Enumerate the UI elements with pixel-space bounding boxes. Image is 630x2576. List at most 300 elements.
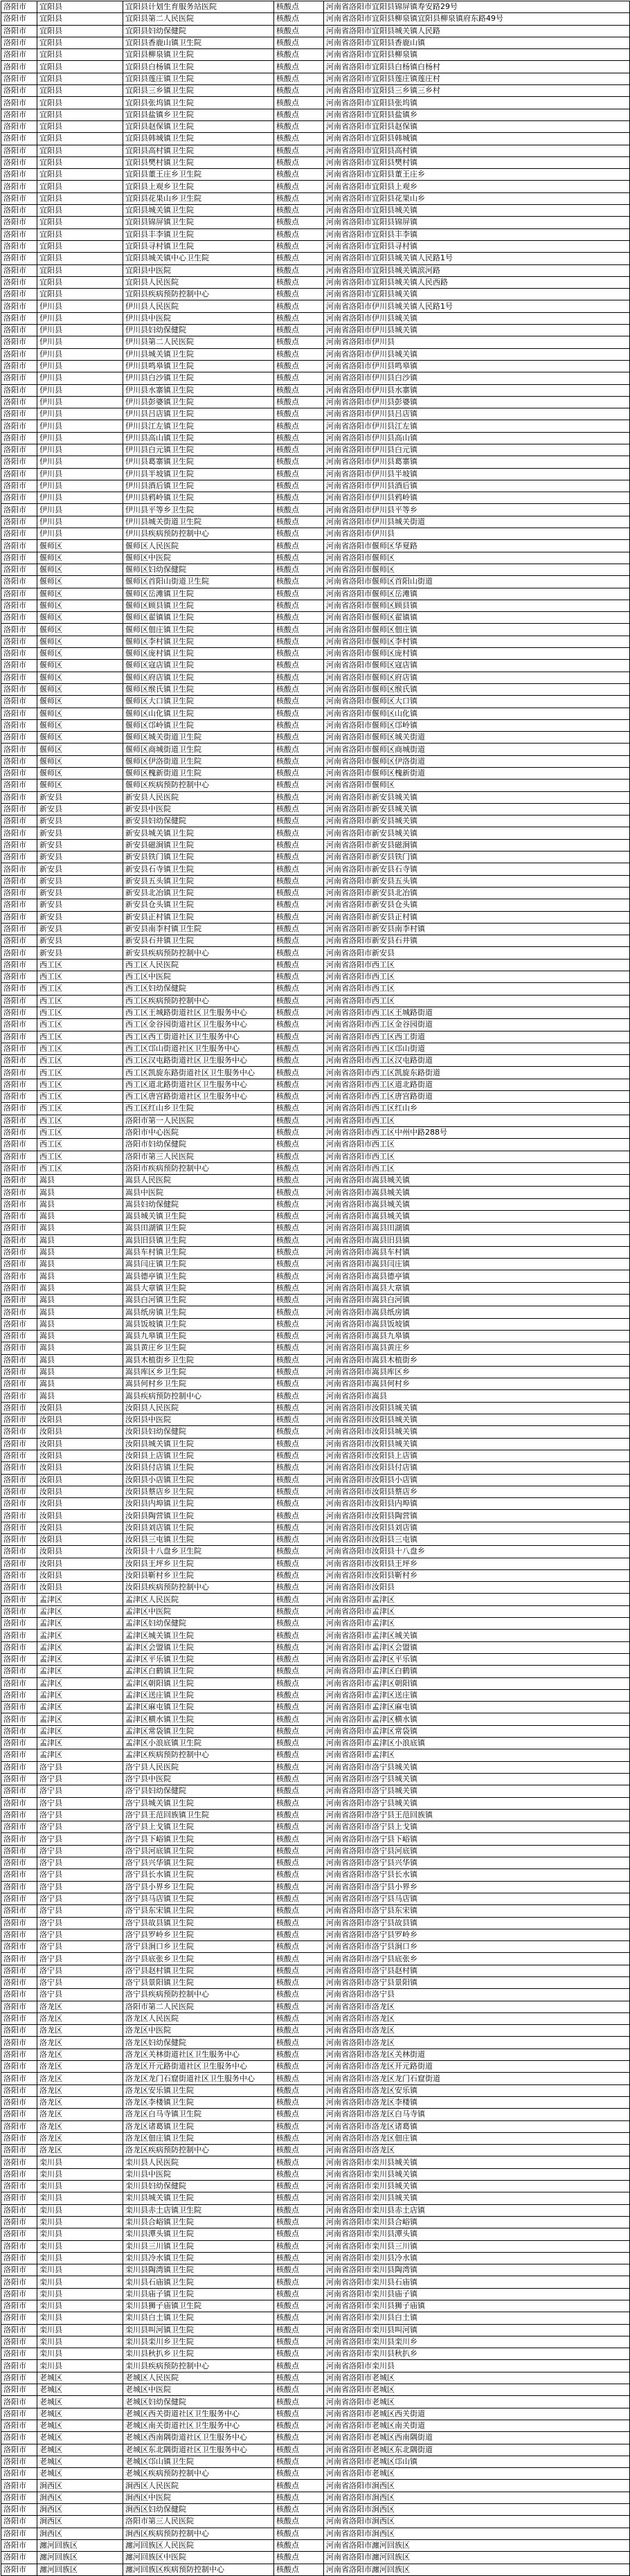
type-cell[interactable]: 核酸点	[274, 887, 324, 899]
address-cell[interactable]: 河南省洛阳市偃师区寇店镇	[324, 660, 630, 672]
institution-cell[interactable]: 嵩县城关镇卫生院	[123, 1210, 274, 1222]
county-cell[interactable]: 洛龙区	[37, 2145, 123, 2156]
county-cell[interactable]: 孟津区	[37, 1618, 123, 1630]
county-cell[interactable]: 嵩县	[37, 1175, 123, 1187]
city-cell[interactable]: 洛阳市	[1, 1605, 37, 1617]
city-cell[interactable]: 洛阳市	[1, 816, 37, 827]
address-cell[interactable]: 河南省洛阳市新安县城关镇	[324, 827, 630, 839]
institution-cell[interactable]: 新安县北冶镇卫生院	[123, 887, 274, 899]
institution-cell[interactable]: 嵩县库区乡卫生院	[123, 1366, 274, 1378]
county-cell[interactable]: 汝阳县	[37, 1402, 123, 1414]
city-cell[interactable]: 洛阳市	[1, 456, 37, 468]
address-cell[interactable]: 河南省洛阳市瀍河回族区	[324, 2539, 630, 2551]
institution-cell[interactable]: 洛宁县马店镇卫生院	[123, 1893, 274, 1904]
county-cell[interactable]: 洛宁县	[37, 1941, 123, 1953]
institution-cell[interactable]: 洛宁县小界乡卫生院	[123, 1881, 274, 1893]
address-cell[interactable]: 河南省洛阳市汝阳县刘店镇	[324, 1522, 630, 1533]
type-cell[interactable]: 核酸点	[274, 899, 324, 911]
city-cell[interactable]: 洛阳市	[1, 1761, 37, 1773]
city-cell[interactable]: 洛阳市	[1, 2048, 37, 2060]
address-cell[interactable]: 河南省洛阳市老城区南关街道	[324, 2420, 630, 2431]
county-cell[interactable]: 西工区	[37, 1091, 123, 1103]
institution-cell[interactable]: 嵩县何村乡卫生院	[123, 1378, 274, 1390]
institution-cell[interactable]: 新安县妇幼保健院	[123, 816, 274, 827]
city-cell[interactable]: 洛阳市	[1, 420, 37, 432]
institution-cell[interactable]: 宜阳县寻村镇卫生院	[123, 240, 274, 252]
type-cell[interactable]: 核酸点	[274, 1689, 324, 1701]
address-cell[interactable]: 河南省洛阳市洛龙区	[324, 2037, 630, 2048]
county-cell[interactable]: 伊川县	[37, 480, 123, 492]
institution-cell[interactable]: 嵩县闫庄镇卫生院	[123, 1259, 274, 1270]
institution-cell[interactable]: 孟津区常袋镇卫生院	[123, 1725, 274, 1737]
institution-cell[interactable]: 偃师区邙岭镇卫生院	[123, 719, 274, 731]
city-cell[interactable]: 洛阳市	[1, 61, 37, 73]
address-cell[interactable]: 河南省洛阳市栾川县庙子镇	[324, 2288, 630, 2300]
county-cell[interactable]: 西工区	[37, 1162, 123, 1174]
institution-cell[interactable]: 西工区中医院	[123, 971, 274, 983]
type-cell[interactable]: 核酸点	[274, 2216, 324, 2228]
address-cell[interactable]: 河南省洛阳市孟津区城关镇	[324, 1630, 630, 1641]
county-cell[interactable]: 洛宁县	[37, 1821, 123, 1833]
type-cell[interactable]: 核酸点	[274, 2037, 324, 2048]
city-cell[interactable]: 洛阳市	[1, 1893, 37, 1904]
address-cell[interactable]: 河南省洛阳市伊川县城关镇人民路1号	[324, 300, 630, 312]
type-cell[interactable]: 核酸点	[274, 1953, 324, 1965]
institution-cell[interactable]: 涧西区疾病预防控制中心	[123, 2528, 274, 2539]
address-cell[interactable]: 河南省洛阳市洛宁县长水镇	[324, 1869, 630, 1881]
institution-cell[interactable]: 汝阳县中医院	[123, 1414, 274, 1426]
address-cell[interactable]: 河南省洛阳市嵩县纸房镇	[324, 1306, 630, 1318]
county-cell[interactable]: 偃师区	[37, 696, 123, 708]
city-cell[interactable]: 洛阳市	[1, 85, 37, 97]
address-cell[interactable]: 河南省洛阳市瀍河回族区	[324, 2564, 630, 2575]
institution-cell[interactable]: 孟津区小浪底镇卫生院	[123, 1738, 274, 1749]
county-cell[interactable]: 洛宁县	[37, 1953, 123, 1965]
institution-cell[interactable]: 汝阳县蔡店乡卫生院	[123, 1486, 274, 1497]
county-cell[interactable]: 新安县	[37, 827, 123, 839]
type-cell[interactable]: 核酸点	[274, 217, 324, 228]
city-cell[interactable]: 洛阳市	[1, 25, 37, 37]
address-cell[interactable]: 河南省洛阳市嵩县德亭镇	[324, 1270, 630, 1282]
city-cell[interactable]: 洛阳市	[1, 348, 37, 360]
type-cell[interactable]: 核酸点	[274, 2096, 324, 2108]
type-cell[interactable]: 核酸点	[274, 109, 324, 120]
address-cell[interactable]: 河南省洛阳市栾川县白土镇	[324, 2312, 630, 2324]
type-cell[interactable]: 核酸点	[274, 1773, 324, 1785]
institution-cell[interactable]: 偃师区中医院	[123, 552, 274, 564]
city-cell[interactable]: 洛阳市	[1, 1474, 37, 1486]
institution-cell[interactable]: 洛阳市第一人民医院	[123, 1115, 274, 1126]
address-cell[interactable]: 河南省洛阳市伊川县城关镇	[324, 348, 630, 360]
institution-cell[interactable]: 嵩县纸房镇卫生院	[123, 1306, 274, 1318]
county-cell[interactable]: 洛龙区	[37, 2132, 123, 2144]
city-cell[interactable]: 洛阳市	[1, 1869, 37, 1881]
county-cell[interactable]: 新安县	[37, 839, 123, 851]
address-cell[interactable]: 河南省洛阳市宜阳县柳泉镇宜阳县柳泉镇府东路49号	[324, 13, 630, 25]
county-cell[interactable]: 嵩县	[37, 1270, 123, 1282]
city-cell[interactable]: 洛阳市	[1, 2168, 37, 2180]
county-cell[interactable]: 伊川县	[37, 348, 123, 360]
type-cell[interactable]: 核酸点	[274, 648, 324, 660]
type-cell[interactable]: 核酸点	[274, 2372, 324, 2384]
city-cell[interactable]: 洛阳市	[1, 1342, 37, 1354]
institution-cell[interactable]: 嵩县旧县镇卫生院	[123, 1234, 274, 1246]
address-cell[interactable]: 河南省洛阳市汝阳县靳村乡	[324, 1569, 630, 1581]
address-cell[interactable]: 河南省洛阳市孟津区会盟镇	[324, 1641, 630, 1653]
address-cell[interactable]: 河南省洛阳市老城区	[324, 2372, 630, 2384]
address-cell[interactable]: 河南省洛阳市宜阳县香鹿山镇	[324, 37, 630, 48]
city-cell[interactable]: 洛阳市	[1, 360, 37, 372]
institution-cell[interactable]: 洛宁县王范回族镇卫生院	[123, 1809, 274, 1821]
address-cell[interactable]: 河南省洛阳市偃师区槐新街道	[324, 768, 630, 780]
type-cell[interactable]: 核酸点	[274, 2408, 324, 2420]
institution-cell[interactable]: 洛宁县景阳镇卫生院	[123, 1976, 274, 1988]
institution-cell[interactable]: 新安县人民医院	[123, 791, 274, 803]
city-cell[interactable]: 洛阳市	[1, 1402, 37, 1414]
address-cell[interactable]: 河南省洛阳市汝阳县	[324, 1582, 630, 1594]
type-cell[interactable]: 核酸点	[274, 300, 324, 312]
address-cell[interactable]: 河南省洛阳市嵩县	[324, 1390, 630, 1402]
address-cell[interactable]: 河南省洛阳市嵩县木植街乡	[324, 1354, 630, 1366]
city-cell[interactable]: 洛阳市	[1, 264, 37, 276]
county-cell[interactable]: 伊川县	[37, 325, 123, 336]
institution-cell[interactable]: 嵩县木植街乡卫生院	[123, 1354, 274, 1366]
address-cell[interactable]: 河南省洛阳市孟津区朝阳镇	[324, 1677, 630, 1689]
type-cell[interactable]: 核酸点	[274, 264, 324, 276]
type-cell[interactable]: 核酸点	[274, 2528, 324, 2539]
type-cell[interactable]: 核酸点	[274, 1079, 324, 1090]
county-cell[interactable]: 宜阳县	[37, 73, 123, 84]
city-cell[interactable]: 洛阳市	[1, 13, 37, 25]
county-cell[interactable]: 嵩县	[37, 1330, 123, 1342]
address-cell[interactable]: 河南省洛阳市老城区东北隅街道	[324, 2444, 630, 2456]
type-cell[interactable]: 核酸点	[274, 133, 324, 145]
type-cell[interactable]: 核酸点	[274, 923, 324, 935]
address-cell[interactable]: 河南省洛阳市伊川县江左镇	[324, 420, 630, 432]
address-cell[interactable]: 河南省洛阳市老城区西关街道	[324, 2408, 630, 2420]
type-cell[interactable]: 核酸点	[274, 2432, 324, 2444]
institution-cell[interactable]: 洛阳市第二人民医院	[123, 2001, 274, 2012]
type-cell[interactable]: 核酸点	[274, 2001, 324, 2012]
county-cell[interactable]: 老城区	[37, 2408, 123, 2420]
type-cell[interactable]: 核酸点	[274, 2564, 324, 2575]
county-cell[interactable]: 宜阳县	[37, 156, 123, 168]
address-cell[interactable]: 河南省洛阳市偃师区	[324, 780, 630, 791]
county-cell[interactable]: 西工区	[37, 1019, 123, 1031]
type-cell[interactable]: 核酸点	[274, 1103, 324, 1115]
type-cell[interactable]: 核酸点	[274, 1246, 324, 1258]
type-cell[interactable]: 核酸点	[274, 444, 324, 456]
city-cell[interactable]: 洛阳市	[1, 2504, 37, 2516]
county-cell[interactable]: 偃师区	[37, 768, 123, 780]
county-cell[interactable]: 栾川县	[37, 2264, 123, 2276]
type-cell[interactable]: 核酸点	[274, 2145, 324, 2156]
city-cell[interactable]: 洛阳市	[1, 37, 37, 48]
county-cell[interactable]: 伊川县	[37, 300, 123, 312]
city-cell[interactable]: 洛阳市	[1, 744, 37, 755]
address-cell[interactable]: 河南省洛阳市宜阳县城关镇滨河路	[324, 264, 630, 276]
institution-cell[interactable]: 洛宁县罗岭乡卫生院	[123, 1929, 274, 1940]
county-cell[interactable]: 栾川县	[37, 2192, 123, 2204]
institution-cell[interactable]: 嵩县妇幼保健院	[123, 1198, 274, 1210]
address-cell[interactable]: 河南省洛阳市嵩县何村乡	[324, 1378, 630, 1390]
institution-cell[interactable]: 宜阳县赵保镇卫生院	[123, 120, 274, 132]
type-cell[interactable]: 核酸点	[274, 228, 324, 240]
county-cell[interactable]: 孟津区	[37, 1725, 123, 1737]
institution-cell[interactable]: 西工区红山乡卫生院	[123, 1103, 274, 1115]
type-cell[interactable]: 核酸点	[274, 2264, 324, 2276]
city-cell[interactable]: 洛阳市	[1, 1953, 37, 1965]
county-cell[interactable]: 孟津区	[37, 1749, 123, 1761]
type-cell[interactable]: 核酸点	[274, 1845, 324, 1857]
address-cell[interactable]: 河南省洛阳市汝阳县城关镇	[324, 1414, 630, 1426]
address-cell[interactable]: 河南省洛阳市汝阳县十八盘乡	[324, 1546, 630, 1558]
type-cell[interactable]: 核酸点	[274, 120, 324, 132]
institution-cell[interactable]: 伊川县吕店镇卫生院	[123, 408, 274, 420]
county-cell[interactable]: 宜阳县	[37, 85, 123, 97]
city-cell[interactable]: 洛阳市	[1, 217, 37, 228]
institution-cell[interactable]: 栾川县疾病预防控制中心	[123, 2360, 274, 2372]
type-cell[interactable]: 核酸点	[274, 2061, 324, 2073]
type-cell[interactable]: 核酸点	[274, 564, 324, 575]
county-cell[interactable]: 汝阳县	[37, 1534, 123, 1546]
city-cell[interactable]: 洛阳市	[1, 708, 37, 719]
city-cell[interactable]: 洛阳市	[1, 2336, 37, 2348]
address-cell[interactable]: 河南省洛阳市西工区金谷园街道	[324, 1019, 630, 1031]
institution-cell[interactable]: 栾川县冷水镇卫生院	[123, 2252, 274, 2264]
county-cell[interactable]: 宜阳县	[37, 264, 123, 276]
institution-cell[interactable]: 嵩县田湖镇卫生院	[123, 1223, 274, 1234]
type-cell[interactable]: 核酸点	[274, 744, 324, 755]
county-cell[interactable]: 宜阳县	[37, 181, 123, 192]
city-cell[interactable]: 洛阳市	[1, 1917, 37, 1929]
address-cell[interactable]: 河南省洛阳市嵩县饭坡镇	[324, 1318, 630, 1330]
institution-cell[interactable]: 孟津区疾病预防控制中心	[123, 1749, 274, 1761]
type-cell[interactable]: 核酸点	[274, 2539, 324, 2551]
county-cell[interactable]: 汝阳县	[37, 1474, 123, 1486]
address-cell[interactable]: 河南省洛阳市洛宁县罗岭乡	[324, 1929, 630, 1940]
type-cell[interactable]: 核酸点	[274, 1282, 324, 1294]
county-cell[interactable]: 宜阳县	[37, 13, 123, 25]
county-cell[interactable]: 栾川县	[37, 2360, 123, 2372]
institution-cell[interactable]: 洛龙区开元路街道社区卫生服务中心	[123, 2061, 274, 2073]
county-cell[interactable]: 洛龙区	[37, 2073, 123, 2084]
address-cell[interactable]: 河南省洛阳市栾川县狮子庙镇	[324, 2300, 630, 2312]
city-cell[interactable]: 洛阳市	[1, 2444, 37, 2456]
city-cell[interactable]: 洛阳市	[1, 2025, 37, 2037]
city-cell[interactable]: 洛阳市	[1, 2312, 37, 2324]
city-cell[interactable]: 洛阳市	[1, 600, 37, 611]
county-cell[interactable]: 伊川县	[37, 528, 123, 540]
institution-cell[interactable]: 嵩县黄庄乡卫生院	[123, 1342, 274, 1354]
address-cell[interactable]: 河南省洛阳市孟津区送庄镇	[324, 1689, 630, 1701]
county-cell[interactable]: 偃师区	[37, 744, 123, 755]
type-cell[interactable]: 核酸点	[274, 1187, 324, 1198]
institution-cell[interactable]: 宜阳县计划生育服务站医院	[123, 1, 274, 13]
address-cell[interactable]: 河南省洛阳市宜阳县韩城镇	[324, 133, 630, 145]
institution-cell[interactable]: 洛龙区龙门石窟街道社区卫生服务中心	[123, 2073, 274, 2084]
address-cell[interactable]: 河南省洛阳市汝阳县城关镇	[324, 1438, 630, 1450]
institution-cell[interactable]: 西工区道北路街道社区卫生服务中心	[123, 1079, 274, 1090]
institution-cell[interactable]: 栾川县潭头镇卫生院	[123, 2228, 274, 2240]
city-cell[interactable]: 洛阳市	[1, 1641, 37, 1653]
type-cell[interactable]: 核酸点	[274, 2300, 324, 2312]
city-cell[interactable]: 洛阳市	[1, 1510, 37, 1522]
institution-cell[interactable]: 孟津区中医院	[123, 1605, 274, 1617]
type-cell[interactable]: 核酸点	[274, 2360, 324, 2372]
institution-cell[interactable]: 瀍河回族区疾病预防控制中心	[123, 2564, 274, 2575]
institution-cell[interactable]: 栾川县叫河镇卫生院	[123, 2324, 274, 2336]
type-cell[interactable]: 核酸点	[274, 816, 324, 827]
institution-cell[interactable]: 偃师区佃庄镇卫生院	[123, 624, 274, 636]
city-cell[interactable]: 洛阳市	[1, 253, 37, 264]
institution-cell[interactable]: 偃师区庞村镇卫生院	[123, 648, 274, 660]
city-cell[interactable]: 洛阳市	[1, 1330, 37, 1342]
type-cell[interactable]: 核酸点	[274, 1569, 324, 1581]
address-cell[interactable]: 河南省洛阳市老城区西南隅街道	[324, 2432, 630, 2444]
institution-cell[interactable]: 伊川县彭婆镇卫生院	[123, 396, 274, 408]
type-cell[interactable]: 核酸点	[274, 768, 324, 780]
city-cell[interactable]: 洛阳市	[1, 755, 37, 767]
city-cell[interactable]: 洛阳市	[1, 312, 37, 324]
institution-cell[interactable]: 栾川县中医院	[123, 2168, 274, 2180]
type-cell[interactable]: 核酸点	[274, 1677, 324, 1689]
county-cell[interactable]: 栾川县	[37, 2228, 123, 2240]
city-cell[interactable]: 洛阳市	[1, 1354, 37, 1366]
institution-cell[interactable]: 洛宁县赵村镇卫生院	[123, 1965, 274, 1976]
type-cell[interactable]: 核酸点	[274, 492, 324, 504]
type-cell[interactable]: 核酸点	[274, 1618, 324, 1630]
city-cell[interactable]: 洛阳市	[1, 2360, 37, 2372]
institution-cell[interactable]: 新安县石井镇卫生院	[123, 935, 274, 947]
address-cell[interactable]: 河南省洛阳市西工区唐宫路街道	[324, 1091, 630, 1103]
county-cell[interactable]: 嵩县	[37, 1259, 123, 1270]
type-cell[interactable]: 核酸点	[274, 1881, 324, 1893]
county-cell[interactable]: 嵩县	[37, 1306, 123, 1318]
address-cell[interactable]: 河南省洛阳市汝阳县三屯镇	[324, 1534, 630, 1546]
type-cell[interactable]: 核酸点	[274, 1414, 324, 1426]
address-cell[interactable]: 河南省洛阳市洛龙区开元路街道	[324, 2061, 630, 2073]
type-cell[interactable]: 核酸点	[274, 1318, 324, 1330]
city-cell[interactable]: 洛阳市	[1, 2480, 37, 2492]
city-cell[interactable]: 洛阳市	[1, 1067, 37, 1079]
city-cell[interactable]: 洛阳市	[1, 325, 37, 336]
institution-cell[interactable]: 洛龙区诸葛镇卫生院	[123, 2120, 274, 2132]
city-cell[interactable]: 洛阳市	[1, 648, 37, 660]
city-cell[interactable]: 洛阳市	[1, 564, 37, 575]
address-cell[interactable]: 河南省洛阳市新安县仓头镇	[324, 899, 630, 911]
institution-cell[interactable]: 伊川县水寨镇卫生院	[123, 384, 274, 396]
institution-cell[interactable]: 孟津区平乐镇卫生院	[123, 1653, 274, 1665]
type-cell[interactable]: 核酸点	[274, 2192, 324, 2204]
county-cell[interactable]: 伊川县	[37, 360, 123, 372]
address-cell[interactable]: 河南省洛阳市栾川县三川镇	[324, 2240, 630, 2252]
address-cell[interactable]: 河南省洛阳市西工区王城路街道	[324, 1007, 630, 1018]
institution-cell[interactable]: 汝阳县付店镇卫生院	[123, 1462, 274, 1474]
city-cell[interactable]: 洛阳市	[1, 396, 37, 408]
county-cell[interactable]: 孟津区	[37, 1702, 123, 1713]
county-cell[interactable]: 新安县	[37, 791, 123, 803]
type-cell[interactable]: 核酸点	[274, 983, 324, 995]
city-cell[interactable]: 洛阳市	[1, 1187, 37, 1198]
county-cell[interactable]: 栾川县	[37, 2324, 123, 2336]
city-cell[interactable]: 洛阳市	[1, 1905, 37, 1917]
institution-cell[interactable]: 洛龙区安乐镇卫生院	[123, 2084, 274, 2096]
city-cell[interactable]: 洛阳市	[1, 73, 37, 84]
type-cell[interactable]: 核酸点	[274, 1989, 324, 2001]
type-cell[interactable]: 核酸点	[274, 1210, 324, 1222]
type-cell[interactable]: 核酸点	[274, 1702, 324, 1713]
institution-cell[interactable]: 洛宁县人民医院	[123, 1761, 274, 1773]
institution-cell[interactable]: 宜阳县韩城镇卫生院	[123, 133, 274, 145]
county-cell[interactable]: 栾川县	[37, 2300, 123, 2312]
institution-cell[interactable]: 偃师区城关街道卫生院	[123, 732, 274, 744]
institution-cell[interactable]: 洛阳市中心医院	[123, 1126, 274, 1138]
county-cell[interactable]: 伊川县	[37, 432, 123, 444]
institution-cell[interactable]: 栾川县陶湾镇卫生院	[123, 2264, 274, 2276]
institution-cell[interactable]: 宜阳县张坞镇卫生院	[123, 97, 274, 109]
city-cell[interactable]: 洛阳市	[1, 1713, 37, 1725]
address-cell[interactable]: 河南省洛阳市伊川县鸣皋镇	[324, 360, 630, 372]
county-cell[interactable]: 伊川县	[37, 372, 123, 384]
city-cell[interactable]: 洛阳市	[1, 1498, 37, 1510]
county-cell[interactable]: 汝阳县	[37, 1498, 123, 1510]
type-cell[interactable]: 核酸点	[274, 1043, 324, 1054]
city-cell[interactable]: 洛阳市	[1, 1126, 37, 1138]
type-cell[interactable]: 核酸点	[274, 73, 324, 84]
city-cell[interactable]: 洛阳市	[1, 780, 37, 791]
city-cell[interactable]: 洛阳市	[1, 2264, 37, 2276]
address-cell[interactable]: 河南省洛阳市西工区	[324, 1162, 630, 1174]
address-cell[interactable]: 河南省洛阳市宜阳县三乡镇三乡村	[324, 85, 630, 97]
institution-cell[interactable]: 洛宁县城关镇卫生院	[123, 1797, 274, 1809]
type-cell[interactable]: 核酸点	[274, 360, 324, 372]
county-cell[interactable]: 宜阳县	[37, 97, 123, 109]
institution-cell[interactable]: 伊川县中医院	[123, 312, 274, 324]
city-cell[interactable]: 洛阳市	[1, 1031, 37, 1043]
type-cell[interactable]: 核酸点	[274, 2336, 324, 2348]
city-cell[interactable]: 洛阳市	[1, 2132, 37, 2144]
county-cell[interactable]: 新安县	[37, 875, 123, 887]
county-cell[interactable]: 偃师区	[37, 708, 123, 719]
address-cell[interactable]: 河南省洛阳市宜阳县莲庄镇莲庄村	[324, 73, 630, 84]
county-cell[interactable]: 汝阳县	[37, 1462, 123, 1474]
address-cell[interactable]: 河南省洛阳市栾川县合峪镇	[324, 2216, 630, 2228]
institution-cell[interactable]: 洛宁县兴华镇卫生院	[123, 1857, 274, 1869]
city-cell[interactable]: 洛阳市	[1, 803, 37, 815]
county-cell[interactable]: 栾川县	[37, 2156, 123, 2168]
city-cell[interactable]: 洛阳市	[1, 1151, 37, 1162]
type-cell[interactable]: 核酸点	[274, 1666, 324, 1677]
type-cell[interactable]: 核酸点	[274, 947, 324, 959]
institution-cell[interactable]: 洛龙区李楼镇卫生院	[123, 2096, 274, 2108]
institution-cell[interactable]: 偃师区缑氏镇卫生院	[123, 683, 274, 695]
address-cell[interactable]: 河南省洛阳市栾川县陶湾镇	[324, 2264, 630, 2276]
county-cell[interactable]: 宜阳县	[37, 145, 123, 156]
county-cell[interactable]: 西工区	[37, 1007, 123, 1018]
city-cell[interactable]: 洛阳市	[1, 732, 37, 744]
type-cell[interactable]: 核酸点	[274, 1055, 324, 1067]
county-cell[interactable]: 西工区	[37, 1055, 123, 1067]
city-cell[interactable]: 洛阳市	[1, 1223, 37, 1234]
address-cell[interactable]: 河南省洛阳市栾川县叫河镇	[324, 2324, 630, 2336]
county-cell[interactable]: 嵩县	[37, 1187, 123, 1198]
city-cell[interactable]: 洛阳市	[1, 2539, 37, 2551]
institution-cell[interactable]: 涧西区妇幼保健院	[123, 2504, 274, 2516]
institution-cell[interactable]: 栾川县庙子镇卫生院	[123, 2288, 274, 2300]
county-cell[interactable]: 洛龙区	[37, 2012, 123, 2024]
county-cell[interactable]: 新安县	[37, 947, 123, 959]
